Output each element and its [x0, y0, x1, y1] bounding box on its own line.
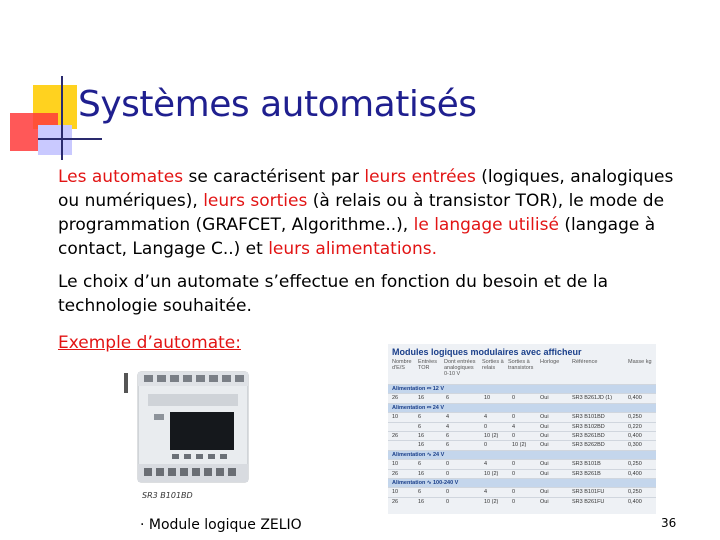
- table-cell: Oui: [540, 414, 549, 421]
- table-cell: 0: [512, 414, 516, 421]
- table-cell: 0: [446, 470, 450, 477]
- table-cell: 26: [392, 470, 399, 477]
- table-cell: Oui: [540, 442, 549, 449]
- table-row: [388, 440, 656, 449]
- page-number: 36: [661, 516, 677, 530]
- table-header-cell: Entrées TOR: [418, 359, 437, 371]
- decor-horizontal-line: [38, 138, 102, 140]
- table-cell: Oui: [540, 432, 549, 439]
- table-cell: 16: [418, 395, 425, 402]
- table-cell: 10 (2): [484, 470, 499, 477]
- text-leurs-entrees: leurs entrées: [364, 167, 476, 187]
- table-cell: 4: [484, 461, 488, 468]
- text-leurs-alimentations: leurs alimentations.: [268, 239, 437, 259]
- table-cell: 16: [418, 470, 425, 477]
- decor-vertical-line: [61, 76, 63, 160]
- table-row: [388, 469, 656, 478]
- table-cell: 0: [484, 423, 488, 430]
- table-cell: 0: [512, 432, 516, 439]
- table-section-label: Alimentation ⎓ 12 V: [392, 386, 445, 392]
- table-cell: 0,400: [628, 395, 642, 402]
- text-segment: se caractérisent par: [183, 167, 365, 187]
- table-cell: SR3 B101B: [572, 461, 601, 468]
- example-label: Exemple d’automate:: [58, 333, 241, 353]
- table-cell: SR3 B101BD: [572, 414, 605, 421]
- table-cell: 10: [392, 414, 399, 421]
- table-cell: 0: [512, 395, 516, 402]
- text-segment: (logiques, analogiques ou numériques),: [58, 167, 674, 211]
- table-section-label: Alimentation ∿ 24 V: [392, 451, 445, 458]
- table-header: [388, 358, 656, 383]
- table-cell: 6: [418, 414, 422, 421]
- table-row: [388, 487, 656, 496]
- table-cell: 16: [418, 498, 425, 505]
- table-cell: 4: [446, 414, 450, 421]
- table-cell: 10 (2): [484, 432, 499, 439]
- figure-caption: · Module logique ZELIO: [140, 517, 302, 533]
- table-cell: 4: [484, 489, 488, 496]
- table-cell: 0,300: [628, 442, 642, 449]
- table-cell: 0: [446, 498, 450, 505]
- table-header-cell: Nombre d'E/S: [392, 359, 412, 371]
- table-cell: 4: [484, 414, 488, 421]
- table-cell: SR3 B261B: [572, 470, 601, 477]
- table-cell: 4: [512, 423, 516, 430]
- table-cell: 10 (2): [484, 498, 499, 505]
- table-cell: 10 (2): [512, 442, 527, 449]
- table-cell: 0,400: [628, 432, 642, 439]
- table-cell: Oui: [540, 489, 549, 496]
- product-table-image: [388, 344, 656, 514]
- table-section-row: [388, 478, 656, 487]
- table-section-row: [388, 450, 656, 459]
- table-cell: SR3 B101FU: [572, 489, 605, 496]
- table-cell: 26: [392, 498, 399, 505]
- table-section-row: [388, 403, 656, 412]
- table-header-cell: Horloge: [540, 359, 560, 365]
- table-header-cell: Masse kg: [628, 359, 652, 365]
- table-cell: 6: [418, 461, 422, 468]
- table-cell: 0: [512, 470, 516, 477]
- table-cell: SR3 B261FU: [572, 498, 605, 505]
- table-cell: Oui: [540, 498, 549, 505]
- text-segment: (langage à contact, Langage C..) et: [58, 215, 656, 259]
- table-cell: Oui: [540, 395, 549, 402]
- table-cell: 0,250: [628, 489, 642, 496]
- table-cell: Oui: [540, 461, 549, 468]
- table-row: [388, 393, 656, 402]
- table-cell: Oui: [540, 423, 549, 430]
- paragraph-choix: Le choix d’un automate s’effectue en fonction du besoin et de la technologie souhaitée.: [58, 272, 609, 316]
- table-cell: SR3 B102BD: [572, 423, 605, 430]
- text-leurs-sorties: leurs sorties: [203, 191, 308, 211]
- table-cell: 26: [392, 432, 399, 439]
- table-cell: 4: [446, 423, 450, 430]
- table-header-cell: Dont entrées analogiques 0-10 V: [444, 359, 476, 377]
- table-row: [388, 431, 656, 440]
- table-cell: 0: [512, 498, 516, 505]
- table-cell: 0: [446, 461, 450, 468]
- device-reference-label: SR3 B101BD: [142, 491, 193, 500]
- table-body: [388, 384, 656, 506]
- paragraph-automates: [58, 165, 698, 261]
- table-cell: 6: [446, 432, 450, 439]
- table-cell: 0: [446, 489, 450, 496]
- table-header-cell: Référence: [572, 359, 598, 365]
- table-cell: 16: [418, 442, 425, 449]
- table-cell: 6: [446, 442, 450, 449]
- table-cell: SR3 B261BD: [572, 432, 605, 439]
- table-cell: 0: [512, 489, 516, 496]
- table-cell: 26: [392, 395, 399, 402]
- table-cell: 0,250: [628, 461, 642, 468]
- table-cell: 0,250: [628, 414, 642, 421]
- table-cell: SR3 B262BD: [572, 442, 605, 449]
- table-cell: Oui: [540, 470, 549, 477]
- table-cell: 16: [418, 432, 425, 439]
- table-cell: 0: [484, 442, 488, 449]
- table-header-cell: Sorties à transistors: [508, 359, 534, 371]
- table-title: Modules logiques modulaires avec afficheur: [392, 347, 582, 357]
- table-cell: 6: [418, 489, 422, 496]
- table-cell: 6: [446, 395, 450, 402]
- table-cell: 0: [512, 461, 516, 468]
- table-cell: 10: [392, 489, 399, 496]
- table-row: [388, 422, 656, 431]
- table-section-row: [388, 384, 656, 393]
- text-segment: (à relais ou à transistor TOR), le mode de programmation (GRAFCET, Algorithme..),: [58, 191, 665, 235]
- decor-lavender-square: [38, 125, 72, 155]
- table-section-label: Alimentation ⎓ 24 V: [392, 404, 445, 411]
- table-cell: 10: [392, 461, 399, 468]
- table-cell: 0,400: [628, 470, 642, 477]
- text-langage-utilise: le langage utilisé: [413, 215, 559, 235]
- table-row: [388, 412, 656, 421]
- table-cell: 0,400: [628, 498, 642, 505]
- text-les-automates: Les automates: [58, 167, 184, 187]
- table-cell: SR3 B261JD (1): [572, 395, 613, 402]
- table-row: [388, 459, 656, 468]
- table-cell: 0,220: [628, 423, 642, 430]
- slide-title: Systèmes automatisés: [78, 84, 477, 125]
- table-cell: 6: [418, 423, 422, 430]
- table-section-label: Alimentation ∿ 100-240 V: [392, 479, 459, 486]
- table-cell: 10: [484, 395, 491, 402]
- table-row: [388, 497, 656, 506]
- table-header-cell: Sorties à relais: [482, 359, 504, 371]
